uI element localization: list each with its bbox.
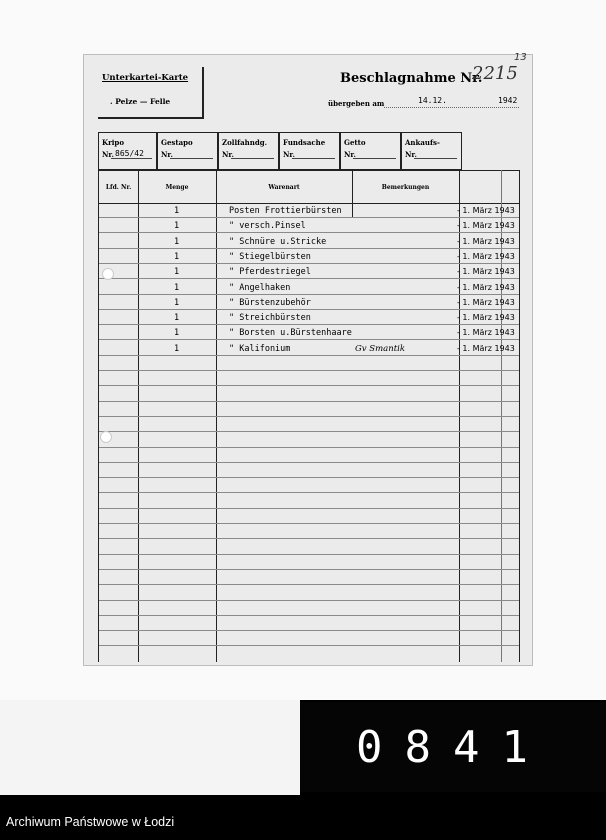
item-description-cell: " Kalifonium bbox=[229, 343, 291, 354]
date-stamp: - 1. März 1943 bbox=[457, 313, 515, 323]
quantity-cell: 1 bbox=[174, 343, 180, 354]
unterkartei-subtitle: . Pelze — Felle bbox=[110, 97, 171, 106]
row-line bbox=[99, 401, 519, 402]
archive-credit: Archiwum Państwowe w Łodzi bbox=[6, 815, 175, 829]
table-row bbox=[99, 237, 519, 252]
corner-number: 13 bbox=[514, 52, 527, 63]
item-description-cell: " Schnüre u.Stricke bbox=[229, 236, 327, 247]
date-stamp: - 1. März 1943 bbox=[457, 343, 515, 353]
row-line bbox=[99, 569, 519, 570]
item-description-cell: " Streichbürsten bbox=[229, 313, 311, 324]
date-stamp: - 1. März 1943 bbox=[457, 221, 515, 231]
table-row bbox=[99, 283, 519, 298]
unterkartei-title: Unterkartei-Karte bbox=[102, 73, 189, 83]
beschlagnahme-label: Beschlagnahme Nr. bbox=[340, 71, 483, 86]
item-description-cell: " Borsten u.Bürstenhaare bbox=[229, 328, 352, 339]
punch-hole bbox=[100, 431, 112, 443]
box-label: Kripo bbox=[102, 138, 124, 147]
punch-hole bbox=[102, 268, 114, 280]
date-stamp: - 1. März 1943 bbox=[457, 251, 515, 261]
box-label: Gestapo bbox=[161, 138, 193, 147]
uebergeben-year: 1942 bbox=[498, 96, 518, 105]
box-nr-label: Nr. bbox=[283, 150, 295, 159]
box-label: Fundsache bbox=[283, 138, 326, 147]
quantity-cell: 1 bbox=[174, 313, 180, 324]
header-lfd: Lfd. Nr. bbox=[105, 183, 132, 191]
header-bemerkungen: Bemerkungen bbox=[381, 183, 430, 191]
table-row bbox=[99, 313, 519, 328]
quantity-cell: 1 bbox=[174, 236, 180, 247]
quantity-cell: 1 bbox=[174, 206, 180, 216]
box-nr-label: Nr. bbox=[102, 150, 114, 159]
date-stamp: - 1. März 1943 bbox=[457, 282, 515, 292]
item-description-cell: " versch.Pinsel bbox=[229, 221, 306, 232]
quantity-cell: 1 bbox=[174, 328, 180, 339]
row-line bbox=[99, 538, 519, 539]
item-description-cell: Posten Frottierbürsten bbox=[229, 206, 342, 216]
quantity-cell: 1 bbox=[174, 282, 180, 293]
table-row bbox=[99, 252, 519, 267]
item-description-cell: " Pferdestriegel bbox=[229, 267, 311, 278]
row-line bbox=[99, 370, 519, 371]
header-warenart: Warenart bbox=[268, 183, 300, 191]
uebergeben-date: 14.12. bbox=[418, 96, 447, 105]
date-stamp: - 1. März 1943 bbox=[457, 328, 515, 338]
quantity-cell: 1 bbox=[174, 297, 180, 308]
beschlagnahme-number: 2215 bbox=[472, 63, 518, 84]
row-line bbox=[99, 523, 519, 524]
quantity-cell: 1 bbox=[174, 251, 180, 262]
unterkartei-box bbox=[98, 67, 204, 119]
row-line bbox=[99, 447, 519, 448]
item-table bbox=[98, 170, 520, 662]
box-label: Ankaufs- bbox=[405, 138, 440, 147]
table-header bbox=[99, 170, 519, 204]
row-line bbox=[99, 477, 519, 478]
date-stamp: - 1. März 1943 bbox=[457, 297, 515, 307]
item-description-cell: " Bürstenzubehör bbox=[229, 297, 311, 308]
quantity-cell: 1 bbox=[174, 221, 180, 232]
uebergeben-line bbox=[384, 107, 519, 108]
item-description-cell: " Angelhaken bbox=[229, 282, 291, 293]
item-description-cell: " Stiegelbürsten bbox=[229, 251, 311, 262]
table-row bbox=[99, 267, 519, 282]
uebergeben-label: übergeben am bbox=[328, 99, 385, 108]
row-line bbox=[99, 554, 519, 555]
row-line bbox=[99, 385, 519, 386]
row-line bbox=[99, 508, 519, 509]
row-line bbox=[99, 462, 519, 463]
box-label: Getto bbox=[344, 138, 366, 147]
box-getto bbox=[340, 132, 401, 170]
table-row bbox=[99, 328, 519, 343]
box-fundsache bbox=[279, 132, 340, 170]
frame-counter: 0841 bbox=[300, 702, 606, 792]
box-nr-label: Nr. bbox=[405, 150, 417, 159]
row-line bbox=[99, 431, 519, 432]
row-line bbox=[99, 600, 519, 601]
row-line bbox=[99, 416, 519, 417]
date-stamp: - 1. März 1943 bbox=[457, 206, 515, 215]
box-zollfahndung bbox=[218, 132, 279, 170]
box-kripo bbox=[98, 132, 157, 170]
quantity-cell: 1 bbox=[174, 267, 180, 278]
box-nr-label: Nr. bbox=[161, 150, 173, 159]
table-row bbox=[99, 221, 519, 236]
row-line bbox=[99, 630, 519, 631]
row-line bbox=[99, 492, 519, 493]
table-row bbox=[99, 298, 519, 313]
box-nr-label: Nr. bbox=[222, 150, 234, 159]
date-stamp: - 1. März 1943 bbox=[457, 267, 515, 277]
box-value: 865/42 bbox=[115, 149, 144, 158]
index-card bbox=[83, 54, 533, 666]
table-row bbox=[99, 206, 519, 221]
box-label: Zollfahndg. bbox=[222, 138, 268, 147]
film-white-strip bbox=[0, 700, 300, 795]
header-menge: Menge bbox=[165, 183, 189, 191]
date-stamp: - 1. März 1943 bbox=[457, 236, 515, 246]
table-row bbox=[99, 344, 519, 359]
row-line bbox=[99, 645, 519, 646]
remark-cell: Gv Smantik bbox=[355, 343, 406, 354]
row-line bbox=[99, 615, 519, 616]
box-gestapo bbox=[157, 132, 218, 170]
box-nr-label: Nr. bbox=[344, 150, 356, 159]
box-ankauf bbox=[401, 132, 462, 170]
row-line bbox=[99, 584, 519, 585]
